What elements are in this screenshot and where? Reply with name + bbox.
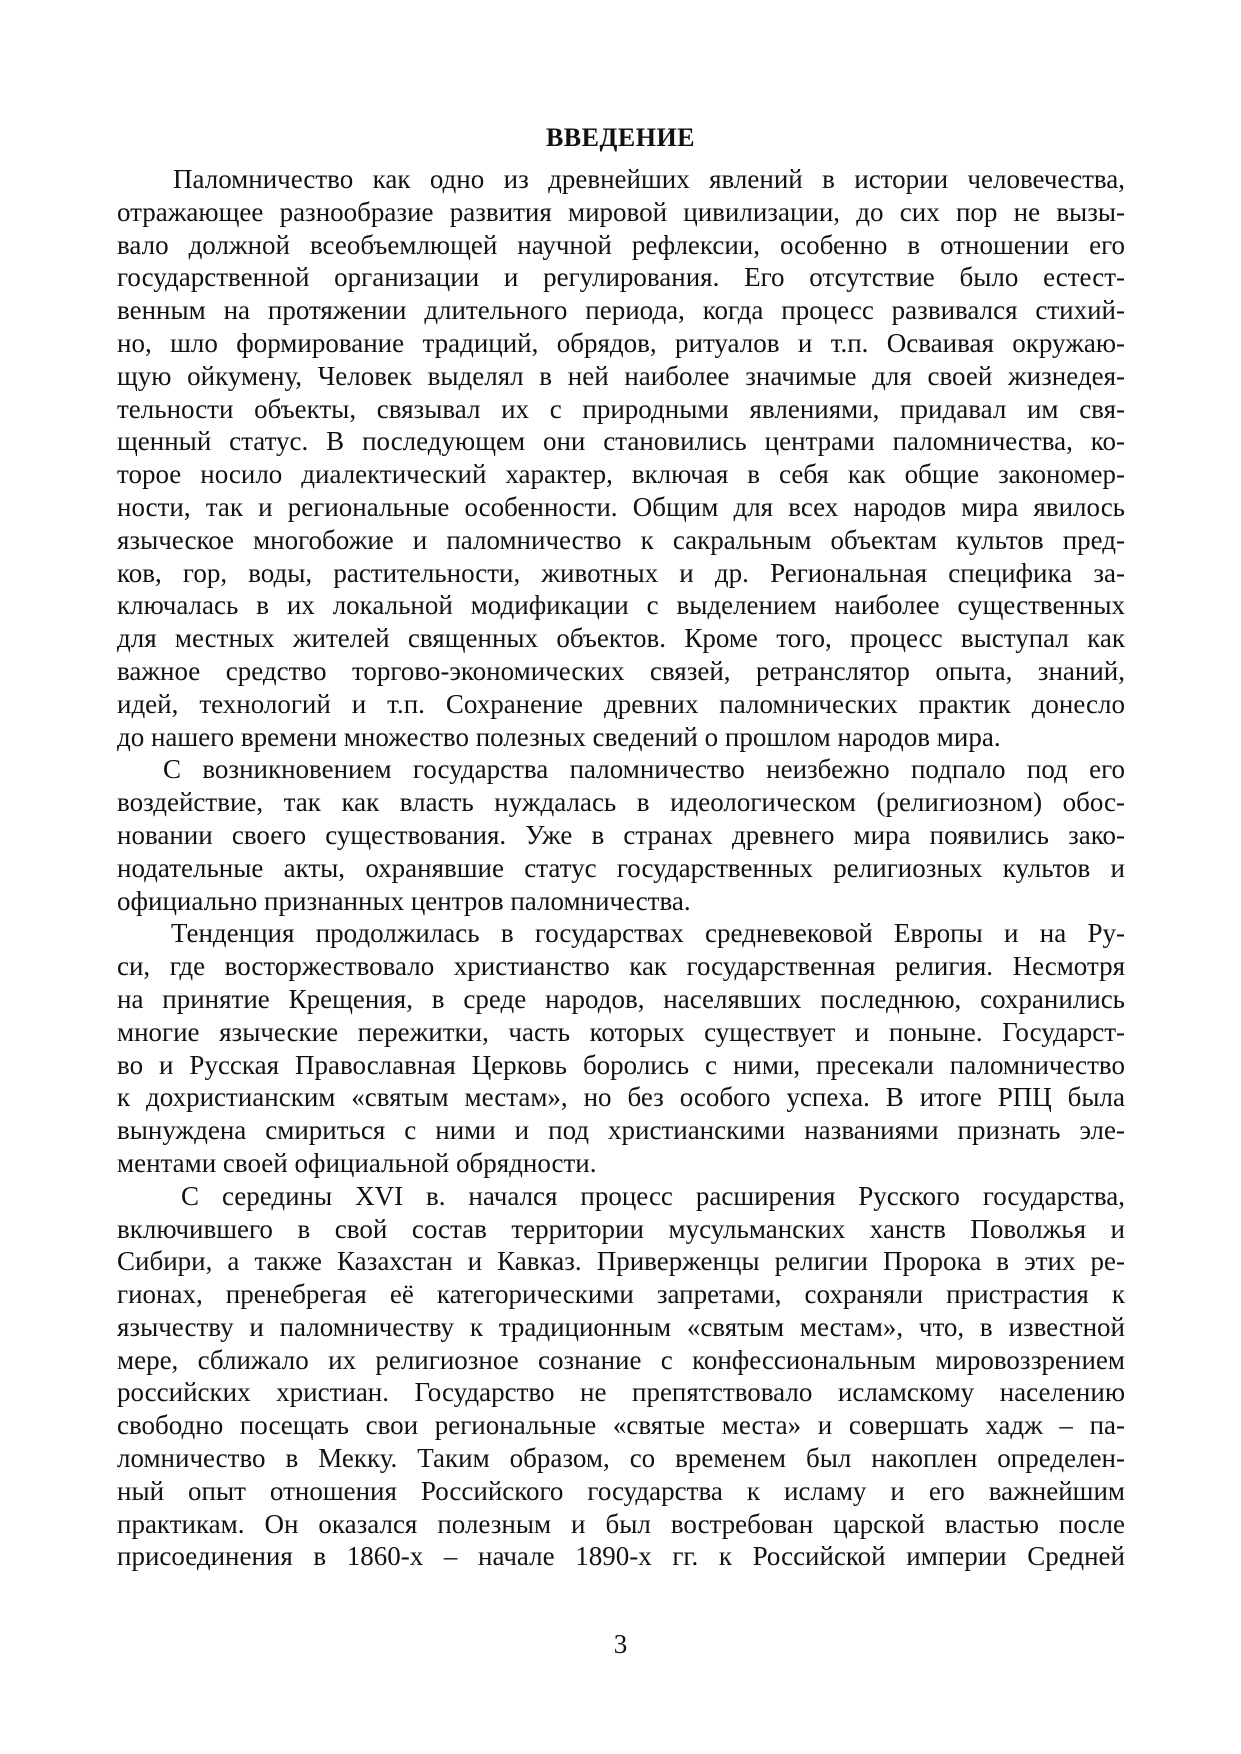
text-line: российских христиан. Государство не препятствовало исламскому населению [117, 1377, 1125, 1408]
paragraph [117, 917, 1125, 1179]
text-line: присоединения в 1860-х – начале 1890-х гг. к Российской империи Средней [117, 1541, 1125, 1572]
text-line: на принятие Крещения, в среде народов, населявших последнюю, сохранились [117, 983, 1125, 1014]
text-line: торое носило диалектический характер, включая в себя как общие закономер- [117, 459, 1125, 490]
paragraph [117, 1180, 1125, 1574]
text-line: идей, технологий и т.п. Сохранение древних паломнических практик донесло [117, 688, 1125, 719]
text-line: Сибири, а также Казахстан и Кавказ. Приверженцы религии Пророка в этих ре- [117, 1246, 1125, 1277]
text-line: практикам. Он оказался полезным и был востребован царской властью после [117, 1508, 1125, 1539]
text-line: языческое многобожие и паломничество к сакральным объектам культов пред- [117, 524, 1125, 555]
text-line: свободно посещать свои региональные «святые места» и совершать хадж – па- [117, 1410, 1125, 1441]
text-line: во и Русская Православная Церковь боролись с ними, пресекали паломничество [117, 1049, 1125, 1080]
text-line: новании своего существования. Уже в странах древнего мира появились зако- [117, 819, 1125, 850]
text-line: ков, гор, воды, растительности, животных и др. Региональная специфика за- [117, 557, 1125, 588]
document-body [117, 163, 1125, 1573]
text-line: ломничество в Мекку. Таким образом, со временем был накоплен определен- [117, 1443, 1125, 1474]
page-number: 3 [613, 1629, 628, 1659]
text-line: язычеству и паломничеству к традиционным «святым местам», что, в известной [117, 1311, 1125, 1342]
text-line: вало должной всеобъемлющей научной рефлексии, особенно в отношении его [117, 229, 1125, 260]
text-line: щую ойкумену, Человек выделял в ней наиболее значимые для своей жизнедея- [117, 360, 1125, 391]
text-line: тельности объекты, связывал их с природными явлениями, придавал им свя- [117, 393, 1125, 424]
text-line: С возникновением государства паломничество неизбежно подпало под его [163, 754, 1125, 785]
text-line: важное средство торгово-экономических связей, ретранслятор опыта, знаний, [117, 655, 1125, 686]
text-line: Паломничество как одно из древнейших явлений в истории человечества, [173, 164, 1125, 194]
text-line: ный опыт отношения Российского государства к исламу и его важнейшим [117, 1475, 1125, 1506]
text-line: нодательные акты, охранявшие статус государственных религиозных культов и [117, 852, 1125, 883]
text-line: ментами своей официальной обрядности. [117, 1147, 597, 1178]
text-line: щенный статус. В последующем они становились центрами паломничества, ко- [117, 426, 1125, 457]
text-line: к дохристианским «святым местам», но без особого успеха. В итоге РПЦ была [117, 1082, 1125, 1113]
text-line: включившего в свой состав территории мусульманских ханств Поволжья и [117, 1213, 1125, 1244]
text-line: официально признанных центров паломничества. [117, 885, 691, 916]
text-line: мере, сближало их религиозное сознание с конфессиональным мировоззрением [117, 1344, 1125, 1375]
text-line: но, шло формирование традиций, обрядов, ритуалов и т.п. Осваивая окружаю- [117, 327, 1125, 358]
text-line: Тенденция продолжилась в государствах средневековой Европы и на Ру- [171, 918, 1125, 949]
paragraph [117, 163, 1125, 753]
text-line: С середины XVI в. начался процесс расширения Русского государства, [181, 1180, 1125, 1211]
text-line: ключалась в их локальной модификации с выделением наиболее существенных [117, 590, 1125, 621]
text-line: ности, так и региональные особенности. Общим для всех народов мира явилось [117, 491, 1125, 522]
text-line: воздействие, так как власть нуждалась в идеологическом (религиозном) обос- [117, 787, 1125, 818]
text-line: си, где восторжествовало христианство как государственная религия. Несмотря [117, 951, 1125, 982]
page-title: ВВЕДЕНИЕ [545, 123, 696, 152]
text-line: венным на протяжении длительного периода, когда процесс развивался стихий- [117, 295, 1125, 326]
paragraph [117, 753, 1125, 917]
text-line: для местных жителей священных объектов. Кроме того, процесс выступал как [117, 623, 1125, 654]
text-line: вынуждена смириться с ними и под христианскими названиями признать эле- [117, 1115, 1125, 1146]
text-line: отражающее разнообразие развития мировой цивилизации, до сих пор не вызы- [117, 196, 1125, 227]
text-line: до нашего времени множество полезных сведений о прошлом народов мира. [117, 721, 1001, 752]
text-line: гионах, пренебрегая её категорическими запретами, сохраняли пристрастия к [117, 1279, 1125, 1310]
text-line: многие языческие пережитки, часть которых существует и поныне. Государст- [117, 1016, 1125, 1047]
text-line: государственной организации и регулирования. Его отсутствие было естест- [117, 262, 1125, 293]
